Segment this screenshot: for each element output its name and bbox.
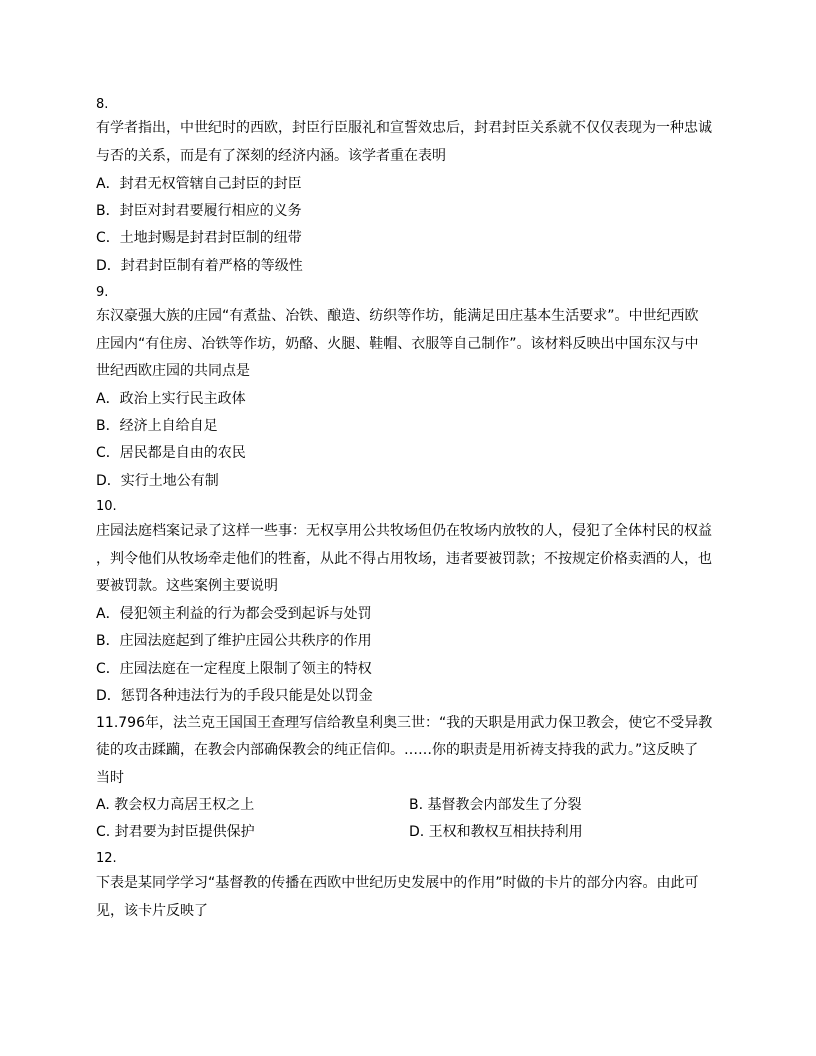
option-a: A. 教会权力高居王权之上 bbox=[96, 797, 255, 813]
question-number: 12. bbox=[96, 851, 117, 866]
question-number: 9. bbox=[96, 285, 109, 300]
option-c: C．土地封赐是封君封臣制的纽带 bbox=[96, 230, 302, 246]
question-number: 10. bbox=[96, 499, 117, 514]
option-d: D．实行土地公有制 bbox=[96, 473, 219, 489]
question-stem-line: 东汉豪强大族的庄园“有煮盐、冶铁、酿造、纺织等作坊，能满足田庄基本生活要求”。中世纪西欧 bbox=[96, 308, 699, 324]
option-c: C．居民都是自由的农民 bbox=[96, 445, 246, 461]
question-stem-line: 11.796年，法兰克王国国王查理写信给教皇利奥三世：“我的天职是用武力保卫教会，使它不受异教 bbox=[96, 715, 713, 731]
option-a: A．侵犯领主利益的行为都会受到起诉与处罚 bbox=[96, 606, 372, 622]
question-stem-line: 下表是某同学学习“基督教的传播在西欧中世纪历史发展中的作用”时做的卡片的部分内容。由此可 bbox=[96, 875, 699, 891]
question-stem-line: 庄园内“有住房、冶铁等作坊，奶酪、火腿、鞋帽、衣服等自己制作”。该材料反映出中国东汉与中 bbox=[96, 336, 699, 352]
option-b: B．封臣对封君要履行相应的义务 bbox=[96, 203, 302, 219]
option-b: B．庄园法庭起到了维护庄园公共秩序的作用 bbox=[96, 633, 372, 649]
question-stem-line: 当时 bbox=[96, 770, 124, 786]
question-stem-line: 庄园法庭档案记录了这样一些事：无权享用公共牧场但仍在牧场内放牧的人，侵犯了全体村民的权益 bbox=[96, 523, 712, 539]
option-c: C. 封君要为封臣提供保护 bbox=[96, 824, 255, 840]
question-stem-line: 徒的攻击蹂躏，在教会内部确保教会的纯正信仰。……你的职责是用祈祷支持我的武力。”这反映了 bbox=[96, 742, 699, 758]
question-stem-line: 世纪西欧庄园的共同点是 bbox=[96, 363, 250, 379]
option-a: A．政治上实行民主政体 bbox=[96, 391, 246, 407]
question-number: 8. bbox=[96, 97, 109, 112]
option-d: D．封君封臣制有着严格的等级性 bbox=[96, 258, 303, 274]
option-d: D．惩罚各种违法行为的手段只能是处以罚金 bbox=[96, 688, 373, 704]
option-a: A．封君无权管辖自己封臣的封臣 bbox=[96, 176, 302, 192]
question-stem-line: ，判令他们从牧场牵走他们的牲畜，从此不得占用牧场，违者要被罚款；不按规定价格卖酒的人，也 bbox=[96, 551, 712, 567]
option-b: B．经济上自给自足 bbox=[96, 418, 218, 434]
option-c: C．庄园法庭在一定程度上限制了领主的特权 bbox=[96, 661, 372, 677]
option-d: D. 王权和教权互相扶持利用 bbox=[409, 824, 583, 840]
question-stem-line: 与否的关系，而是有了深刻的经济内涵。该学者重在表明 bbox=[96, 148, 446, 164]
question-stem-line: 有学者指出，中世纪时的西欧，封臣行臣服礼和宣誓效忠后，封君封臣关系就不仅仅表现为一种忠诚 bbox=[96, 120, 712, 136]
question-stem-line: 见，该卡片反映了 bbox=[96, 903, 208, 919]
question-stem-line: 要被罚款。这些案例主要说明 bbox=[96, 578, 278, 594]
option-b: B. 基督教会内部发生了分裂 bbox=[409, 797, 582, 813]
